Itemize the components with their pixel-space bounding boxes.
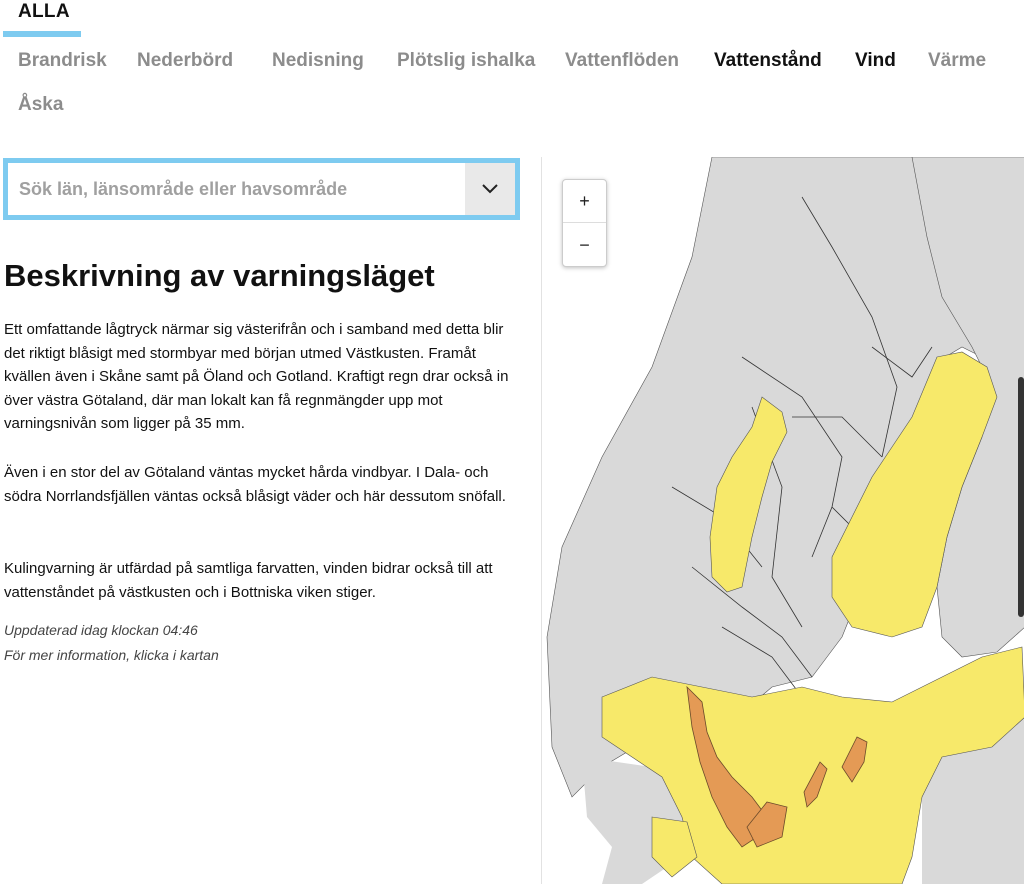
description-heading: Beskrivning av varningsläget	[4, 258, 435, 293]
category-brandrisk[interactable]: Brandrisk	[18, 50, 107, 71]
dropdown-toggle-button[interactable]	[465, 163, 515, 215]
tab-active-underline	[3, 31, 81, 37]
category-vattenfloden[interactable]: Vattenflöden	[565, 50, 680, 71]
area-search-combobox[interactable]	[3, 158, 520, 220]
description-paragraph: Ett omfattande lågtryck närmar sig västerifrån och i samband med detta blir det riktigt blåsigt med stormbyar med början utmed Västkusten. Framåt kvällen även i Skåne samt på Öland och Gotland. Kraftigt regn drar också in över västra Götaland, där man lokalt kan få regnmängder upp mot varningsnivån som ligger på 35 mm.	[4, 321, 509, 432]
warning-map[interactable]	[541, 157, 1024, 884]
category-vattenstand[interactable]: Vattenstånd	[714, 50, 822, 71]
chevron-down-icon	[480, 181, 500, 195]
updated-timestamp: Uppdaterad idag klockan 04:46	[4, 622, 198, 638]
scrollbar-thumb[interactable]	[1018, 377, 1024, 617]
zoom-out-button[interactable]: −	[579, 235, 590, 255]
map-canvas[interactable]	[542, 157, 1024, 884]
map-zoom-controls	[562, 179, 607, 267]
category-varme[interactable]: Värme	[928, 50, 987, 71]
zoom-in-button[interactable]: +	[563, 180, 606, 223]
category-aska[interactable]: Åska	[18, 94, 64, 115]
more-info-hint: För mer information, klicka i kartan	[4, 647, 219, 663]
category-nedisning[interactable]: Nedisning	[272, 50, 364, 71]
tab-all-label: ALLA	[18, 1, 70, 22]
description-paragraph: Kulingvarning är utfärdad på samtliga farvatten, vinden bidrar också till att vattenståndet på västkusten och i Bottniska viken stiger.	[4, 560, 493, 601]
category-vind[interactable]: Vind	[855, 50, 896, 71]
search-placeholder: Sök län, länsområde eller havsområde	[19, 179, 348, 199]
category-plotslig-ishalka[interactable]: Plötslig ishalka	[397, 50, 536, 71]
category-nederbord[interactable]: Nederbörd	[137, 50, 234, 71]
description-paragraph: Även i en stor del av Götaland väntas mycket hårda vindbyar. I Dala- och södra Norrlandsfjällen väntas också blåsigt väder och här dessutom snöfall.	[4, 464, 506, 505]
tab-all[interactable]	[3, 0, 81, 38]
